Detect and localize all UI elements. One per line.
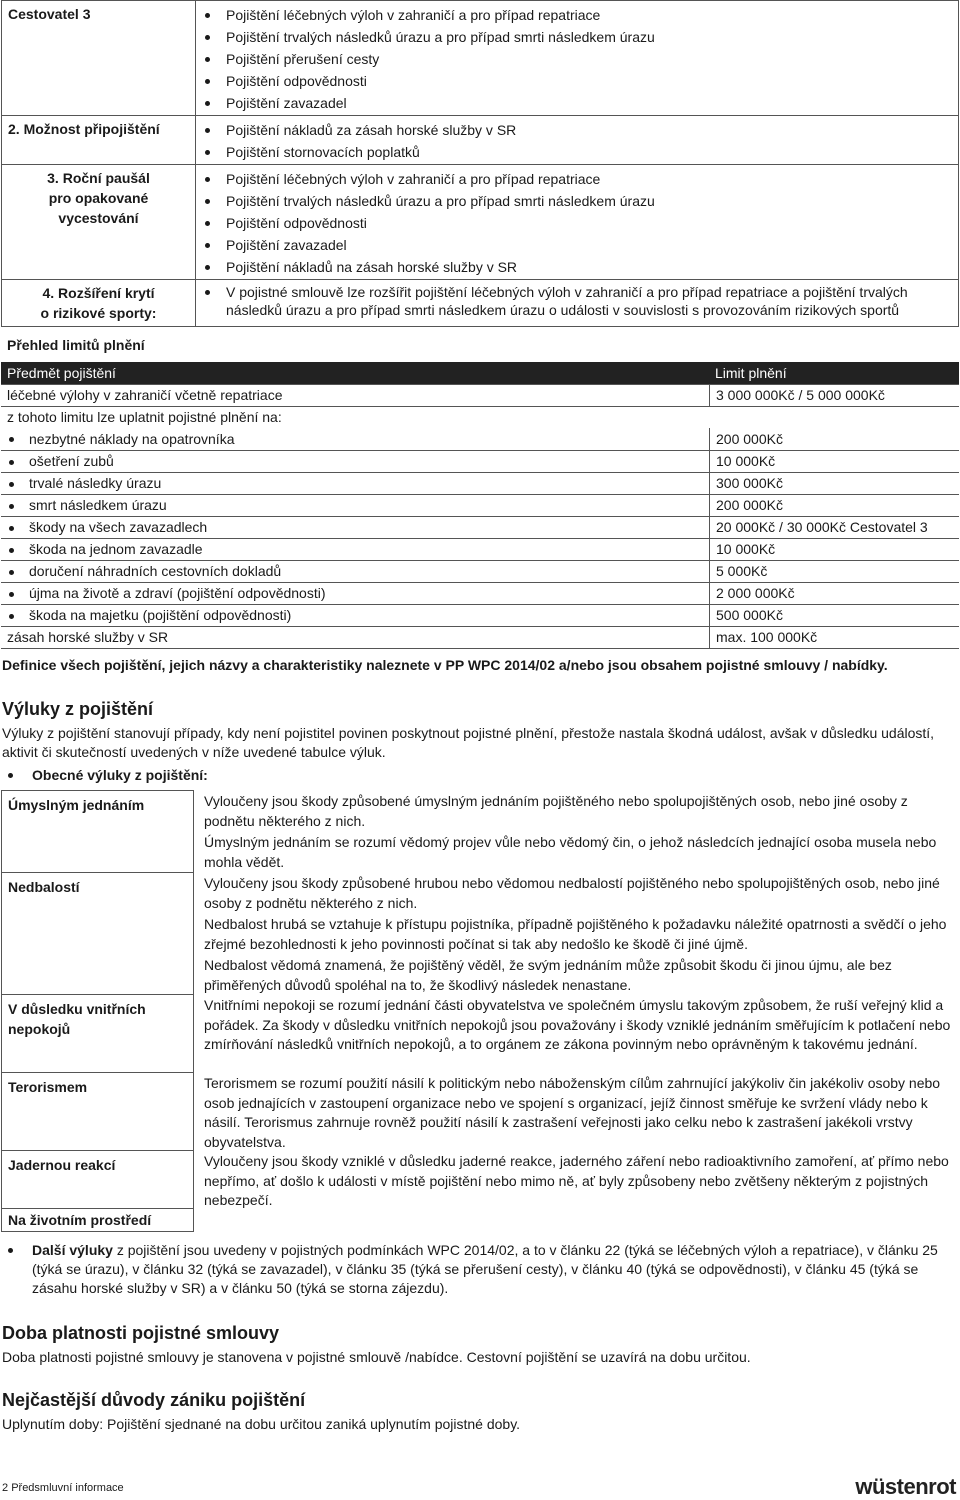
row-limit: 300 000Kč <box>709 473 959 494</box>
exclusion-label: Jadernou reakcí <box>1 1150 194 1208</box>
row-subject: z tohoto limitu lze uplatnit pojistné plnění na: <box>7 409 282 426</box>
label-line: 3. Roční paušál <box>47 170 150 186</box>
row-subject: nezbytné náklady na opatrovníka <box>1 428 709 450</box>
exclusion-label: Úmyslným jednáním <box>1 790 194 872</box>
table-row <box>1 582 959 604</box>
exclusion-text <box>194 1208 959 1232</box>
row-subject: škody na všech zavazadlech <box>1 517 709 538</box>
wustenrot-logo: wüstenrot <box>855 1474 956 1499</box>
footer <box>2 1481 124 1496</box>
table-row <box>1 450 959 472</box>
other-exclusions <box>8 1241 953 1298</box>
list-item: Pojištění trvalých následků úrazu a pro případ smrti následkem úrazu <box>202 26 952 48</box>
exclusion-paragraph: Nedbalost vědomá znamená, že pojištěný věděl, že svým jednáním může způsobit škodu či jinou újmu, ale bez přiměřených důvodů spoléhal na to, že škodlivý následek nenastane. <box>204 957 892 993</box>
exclusions-table <box>1 790 959 1232</box>
product-items <box>196 116 958 164</box>
other-exclusions-bold: Další výluky <box>32 1242 113 1258</box>
col-subject-header: Předmět pojištění <box>7 364 116 381</box>
table-row <box>1 1072 959 1150</box>
row-subject: smrt následkem úrazu <box>1 495 709 516</box>
row-limit: 3 000 000Kč / 5 000 000Kč <box>709 385 959 406</box>
row-limit: 10 000Kč <box>709 539 959 560</box>
table-row <box>1 994 959 1072</box>
exclusion-paragraph: Vyloučeny jsou škody způsobené hrubou nebo vědomou nedbalostí pojištěného nebo spolupojištěných osob, nebo jiné osoby z podnětu některého z nich. <box>204 875 940 911</box>
product-items <box>196 165 958 279</box>
table-row <box>1 604 959 626</box>
exclusion-text <box>194 1150 959 1208</box>
exclusion-paragraph: Vnitřními nepokoji se rozumí jednání části obyvatelstva ve společném úmyslu takovým způsobem, že ruší veřejný klid a pořádek. Za škody v důsledku vnitřních nepokojů jsou považovány i škody vzniklé jednáním směřujícím k potlačení nebo zmírňování následků vnitřních nepokojů, a to orgánem ze zákona povinným nebo oprávněným k takovému jednání. <box>204 997 951 1052</box>
product-label: 2. Možnost připojištění <box>2 116 196 164</box>
product-items <box>196 280 958 326</box>
list-item: Pojištění nákladů na zásah horské služby v SR <box>202 256 952 278</box>
other-exclusions-text: z pojištění jsou uvedeny v pojistných podmínkách WPC 2014/02, a to v článku 22 (týká se léčebných výloh a repatriace), v článku 25 (týká se úrazu), v článku 32 (týká se zavazadel), v článku 35 (týká se přerušení cesty), v článku 40 (týká se odpovědnosti), v článku 45 (týká se zásahu horské služby v SR) a v článku 50 (týká se storna zájezdu). <box>32 1242 938 1296</box>
exclusion-text <box>194 872 959 994</box>
exclusions-intro: Výluky z pojištění stanovují případy, kdy není pojistitel povinen poskytnout pojistné plnění, přestože nastala škodná událost, avšak v důsledku událostí, aktivit či skutečností uvedených v níže uvedené tabulce výluk. <box>2 725 935 760</box>
row-limit: 5 000Kč <box>709 561 959 582</box>
col-limit-header: Limit plnění <box>715 364 787 381</box>
row-limit: 2 000 000Kč <box>709 583 959 604</box>
row-subject: ošetření zubů <box>1 451 709 472</box>
row-limit: max. 100 000Kč <box>709 627 959 648</box>
limits-table <box>1 362 959 649</box>
limits-header <box>1 362 959 384</box>
row-limit: 10 000Kč <box>709 451 959 472</box>
exclusion-paragraph: Terorismem se rozumí použití násilí k politickým nebo náboženským cílům zahrnující jakýkoliv čin jakékoliv osoby nebo osob jednajících v zastoupení organizace nebo ve spojení s organizací, jejíž činnost směřuje ke svržení vlády nebo k násilí. Terorismus zahrnuje rovněž použití násilí k zastrašení veřejnosti jako celku nebo k zastrašení jakékoli vrstvy obyvatelstva. <box>204 1075 941 1150</box>
row-limit: 500 000Kč <box>709 605 959 626</box>
table-row <box>1 472 959 494</box>
table-row <box>1 516 959 538</box>
row-subject: škoda na majetku (pojištění odpovědnosti) <box>1 605 709 626</box>
exclusions-heading: Výluky z pojištění <box>2 699 154 719</box>
table-row <box>1 1208 959 1232</box>
row-limit <box>709 407 959 428</box>
table-row <box>1 790 959 872</box>
product-label <box>2 280 196 326</box>
table-row <box>1 428 959 450</box>
row-subject: škoda na jednom zavazadle <box>1 539 709 560</box>
exclusion-text <box>194 1072 959 1150</box>
list-item: V pojistné smlouvě lze rozšířit pojištění léčebných výloh v zahraničí a pro případ repatriace a pojištění trvalých následků úrazu a pro případ smrti následkem úrazu o události v souvislosti s provozováním rizikových sportů <box>202 283 952 319</box>
product-row-rocni-pausal <box>2 165 958 280</box>
row-limit: 200 000Kč <box>709 428 959 450</box>
label-line: o rizikové sporty: <box>40 305 157 321</box>
validity-text: Doba platnosti pojistné smlouvy je stanovena v pojistné smlouvě /nabídce. Cestovní pojištění se uzavírá na dobu určitou. <box>2 1349 751 1365</box>
product-row-rizikove-sporty <box>2 280 958 326</box>
table-row <box>1 626 959 648</box>
table-row <box>1 494 959 516</box>
validity-heading: Doba platnosti pojistné smlouvy <box>2 1323 280 1343</box>
exclusion-paragraph: Úmyslným jednáním se rozumí vědomý projev vůle nebo vědomý čin, o jehož následcích jednající osoba musela nebo mohla vědět. <box>204 834 937 870</box>
product-label <box>2 165 196 279</box>
limits-heading: Přehled limitů plnění <box>7 337 145 353</box>
exclusion-paragraph: Vyloučeny jsou škody způsobené úmyslným jednáním pojištěného nebo spolupojištěných osob, nebo jiné osoby z podnětu některého z nich. <box>204 793 908 829</box>
product-row-cestovatel <box>2 1 958 116</box>
list-item: Pojištění zavazadel <box>202 234 952 256</box>
table-row <box>1 560 959 582</box>
list-item: Pojištění přerušení cesty <box>202 48 952 70</box>
label-line: vycestování <box>58 210 139 226</box>
product-row-pripojisteni <box>2 116 958 165</box>
product-items <box>196 1 958 115</box>
row-subject: doručení náhradních cestovních dokladů <box>1 561 709 582</box>
exclusion-paragraph: Nedbalost hrubá se vztahuje k přístupu pojistníka, případně pojištěného k požadavku náležité opatrnosti a svědčí o jeho zřejmé bezohlednosti k jeho povinnosti počínat si tak aby nedošlo ke škodě či jiné újmě. <box>204 916 947 952</box>
table-row <box>1 384 959 406</box>
list-item: Pojištění odpovědnosti <box>202 70 952 92</box>
table-row <box>1 538 959 560</box>
exclusion-text <box>194 994 959 1072</box>
termination-heading: Nejčastější důvody zániku pojištění <box>2 1390 306 1410</box>
row-subject: újma na životě a zdraví (pojištění odpovědnosti) <box>1 583 709 604</box>
table-row <box>1 406 959 428</box>
list-item: Pojištění odpovědnosti <box>202 212 952 234</box>
exclusion-label: Nedbalostí <box>1 872 194 994</box>
exclusion-text <box>194 790 959 872</box>
page-number: 2 <box>2 1482 9 1494</box>
termination-text: Uplynutím doby: Pojištění sjednané na dobu určitou zaniká uplynutím pojistné doby. <box>2 1416 521 1432</box>
table-row <box>1 872 959 994</box>
list-item: Pojištění léčebných výloh v zahraničí a pro případ repatriace <box>202 168 952 190</box>
list-item: Pojištění nákladů za zásah horské služby v SR <box>202 119 952 141</box>
exclusion-paragraph: Vyloučeny jsou škody vzniklé v důsledku jaderné reakce, jaderného záření nebo radioaktivního zamoření, ať přímo nebo nepřímo, ať došlo k události v místě pojištění nebo mimo ně, ať byly způsobeny nebo zvětšeny některým z pojistných nebezpečí. <box>204 1153 949 1208</box>
table-row <box>1 1150 959 1208</box>
list-item: Pojištění zavazadel <box>202 92 952 114</box>
row-limit: 20 000Kč / 30 000Kč Cestovatel 3 <box>709 517 959 538</box>
list-item: Pojištění trvalých následků úrazu a pro případ smrti následkem úrazu <box>202 190 952 212</box>
general-exclusions-label: Obecné výluky z pojištění: <box>8 766 208 785</box>
list-item: Pojištění stornovacích poplatků <box>202 141 952 163</box>
footer-label: Předsmluvní informace <box>11 1482 124 1494</box>
label-line: 4. Rozšíření krytí <box>42 285 155 301</box>
row-limit: 200 000Kč <box>709 495 959 516</box>
product-table <box>1 0 959 327</box>
exclusion-label: Na životním prostředí <box>1 1208 194 1232</box>
row-subject: zásah horské služby v SR <box>7 629 169 646</box>
definitions-note: Definice všech pojištění, jejich názvy a charakteristiky naleznete v PP WPC 2014/02 a/nebo jsou obsahem pojistné smlouvy / nabídky. <box>2 657 888 673</box>
row-subject: léčebné výlohy v zahraničí včetně repatriace <box>7 387 283 404</box>
exclusion-label: V důsledku vnitřních nepokojů <box>1 994 194 1072</box>
list-item: Pojištění léčebných výloh v zahraničí a pro případ repatriace <box>202 4 952 26</box>
exclusion-label: Terorismem <box>1 1072 194 1150</box>
product-label: Cestovatel 3 <box>2 1 196 115</box>
row-subject: trvalé následky úrazu <box>1 473 709 494</box>
label-line: pro opakované <box>48 190 149 206</box>
